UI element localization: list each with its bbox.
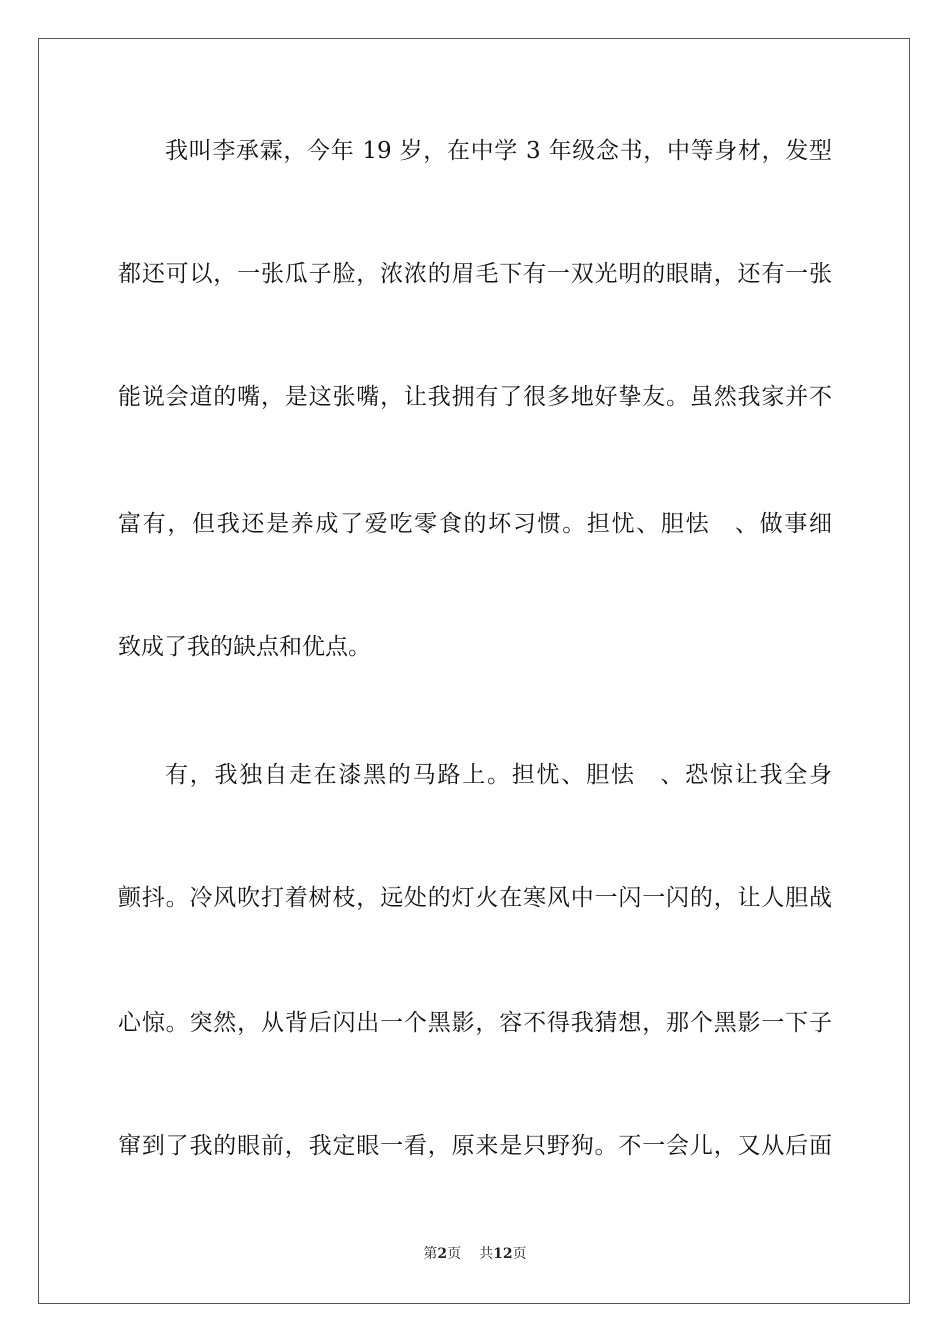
text-line-7: 颤抖。冷风吹打着树枝，远处的灯火在寒风中一闪一闪的，让人胆战: [118, 885, 832, 911]
text-line-5: 致成了我的缺点和优点。: [118, 634, 371, 660]
text-line-4: 富有，但我还是养成了爱吃零食的坏习惯。担忧、胆怯 、做事细: [118, 511, 832, 537]
text-line-9: 窜到了我的眼前，我定眼一看，原来是只野狗。不一会儿，又从后面: [118, 1133, 832, 1159]
page-footer: [0, 1244, 950, 1264]
text-line-1: 我叫李承霖，今年 19 岁，在中学 3 年级念书，中等身材，发型: [165, 138, 832, 164]
text-line-2: 都还可以，一张瓜子脸，浓浓的眉毛下有一双光明的眼睛，还有一张: [118, 261, 832, 287]
footer-total-prefix: 共: [479, 1246, 494, 1262]
footer-total-suffix: 页: [512, 1246, 527, 1262]
text-line-6: 有，我独自走在漆黑的马路上。担忧、胆怯 、恐惊让我全身: [165, 762, 832, 788]
footer-total-number: 12: [493, 1246, 513, 1262]
footer-page-prefix: 第: [423, 1246, 438, 1262]
footer-page-number: 2: [437, 1246, 448, 1262]
text-line-3: 能说会道的嘴，是这张嘴，让我拥有了很多地好挚友。虽然我家并不: [118, 384, 832, 410]
text-line-8: 心惊。突然，从背后闪出一个黑影，容不得我猜想，那个黑影一下子: [118, 1010, 832, 1036]
footer-page-suffix: 页: [447, 1246, 462, 1262]
page-border: [38, 38, 910, 1304]
